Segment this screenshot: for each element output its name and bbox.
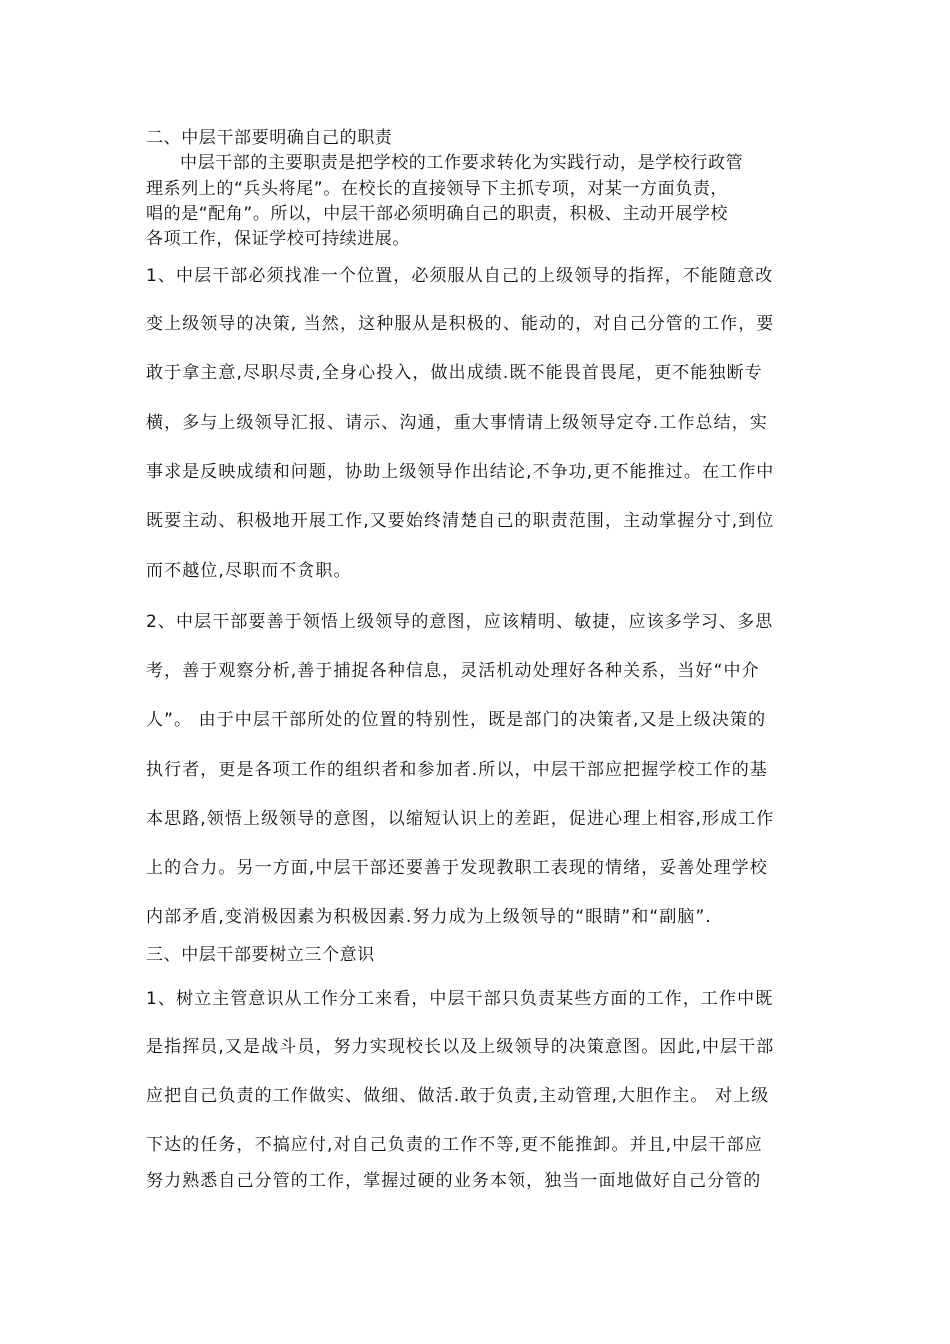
- section-2-heading: 二、中层干部要明确自己的职责: [146, 128, 393, 148]
- section-2-intro-line-2: 理系列上的“兵头将尾”。在校长的直接领导下主抓专项，对某一方面负责，: [146, 179, 729, 199]
- section-2-point-2-line-4: 执行者，更是各项工作的组织者和参加者.所以，中层干部应把握学校工作的基: [146, 760, 768, 780]
- section-2-intro-line-3: 唱的是“配角”。所以，中层干部必须明确自己的职责，积极、主动开展学校: [146, 204, 729, 224]
- section-3-point-1-line-3: 应把自己负责的工作做实、做细、做活.敢于负责,主动管理,大胆作主。 对上级: [146, 1086, 770, 1106]
- section-2-point-1-line-4: 横，多与上级领导汇报、请示、沟通，重大事情请上级领导定夺.工作总结，实: [146, 413, 768, 433]
- section-2-point-1-line-3: 敢于拿主意,尽职尽责,全身心投入，做出成绩.既不能畏首畏尾，更不能独断专: [146, 363, 763, 383]
- section-2-point-1-line-7: 而不越位,尽职而不贪职。: [146, 561, 352, 581]
- section-2-point-1-line-6: 既要主动、积极地开展工作,又要始终清楚自己的职责范围，主动掌握分寸,到位: [146, 511, 775, 531]
- section-2-point-1-line-2: 变上级领导的决策, 当然，这种服从是积极的、能动的，对自己分管的工作，要: [146, 314, 775, 334]
- section-2-point-2-line-6: 上的合力。另一方面,中层干部还要善于发现教职工表现的情绪，妥善处理学校: [146, 858, 768, 878]
- section-3-point-1-line-4: 下达的任务，不搞应付,对自己负责的工作不等,更不能推卸。并且,中层干部应: [146, 1135, 763, 1155]
- section-2-intro-line-4: 各项工作，保证学校可持续进展。: [146, 229, 410, 249]
- section-3-point-1-line-2: 是指挥员,又是战斗员，努力实现校长以及上级领导的决策意图。因此,中层干部: [146, 1037, 775, 1057]
- section-2-point-2-line-2: 考，善于观察分析,善于捕捉各种信息，灵活机动处理好各种关系，当好“中介: [146, 661, 760, 681]
- section-3-point-1-line-5: 努力熟悉自己分管的工作，掌握过硬的业务本领，独当一面地做好自己分管的: [146, 1171, 762, 1191]
- section-2-point-1-line-1: 1、中层干部必须找准一个位置，必须服从自己的上级领导的指挥，不能随意改: [146, 266, 774, 286]
- section-3-heading: 三、中层干部要树立三个意识: [146, 945, 375, 965]
- section-2-point-2-line-1: 2、中层干部要善于领悟上级领导的意图，应该精明、敏捷，应该多学习、多思: [146, 612, 774, 632]
- section-2-point-2-line-7: 内部矛盾,变消极因素为积极因素.努力成为上级领导的“眼睛”和“副脑”.: [146, 907, 712, 927]
- section-2-intro-line-1: 中层干部的主要职责是把学校的工作要求转化为实践行动，是学校行政管: [180, 153, 744, 173]
- section-3-point-1-line-1: 1、树立主管意识从工作分工来看，中层干部只负责某些方面的工作，工作中既: [146, 989, 774, 1009]
- section-2-point-2-line-5: 本思路,领悟上级领导的意图，以缩短认识上的差距，促进心理上相容,形成工作: [146, 809, 775, 829]
- section-2-point-2-line-3: 人”。 由于中层干部所处的位置的特别性，既是部门的决策者,又是上级决策的: [146, 710, 767, 730]
- section-2-point-1-line-5: 事求是反映成绩和问题，协助上级领导作出结论,不争功,更不能推过。在工作中: [146, 462, 775, 482]
